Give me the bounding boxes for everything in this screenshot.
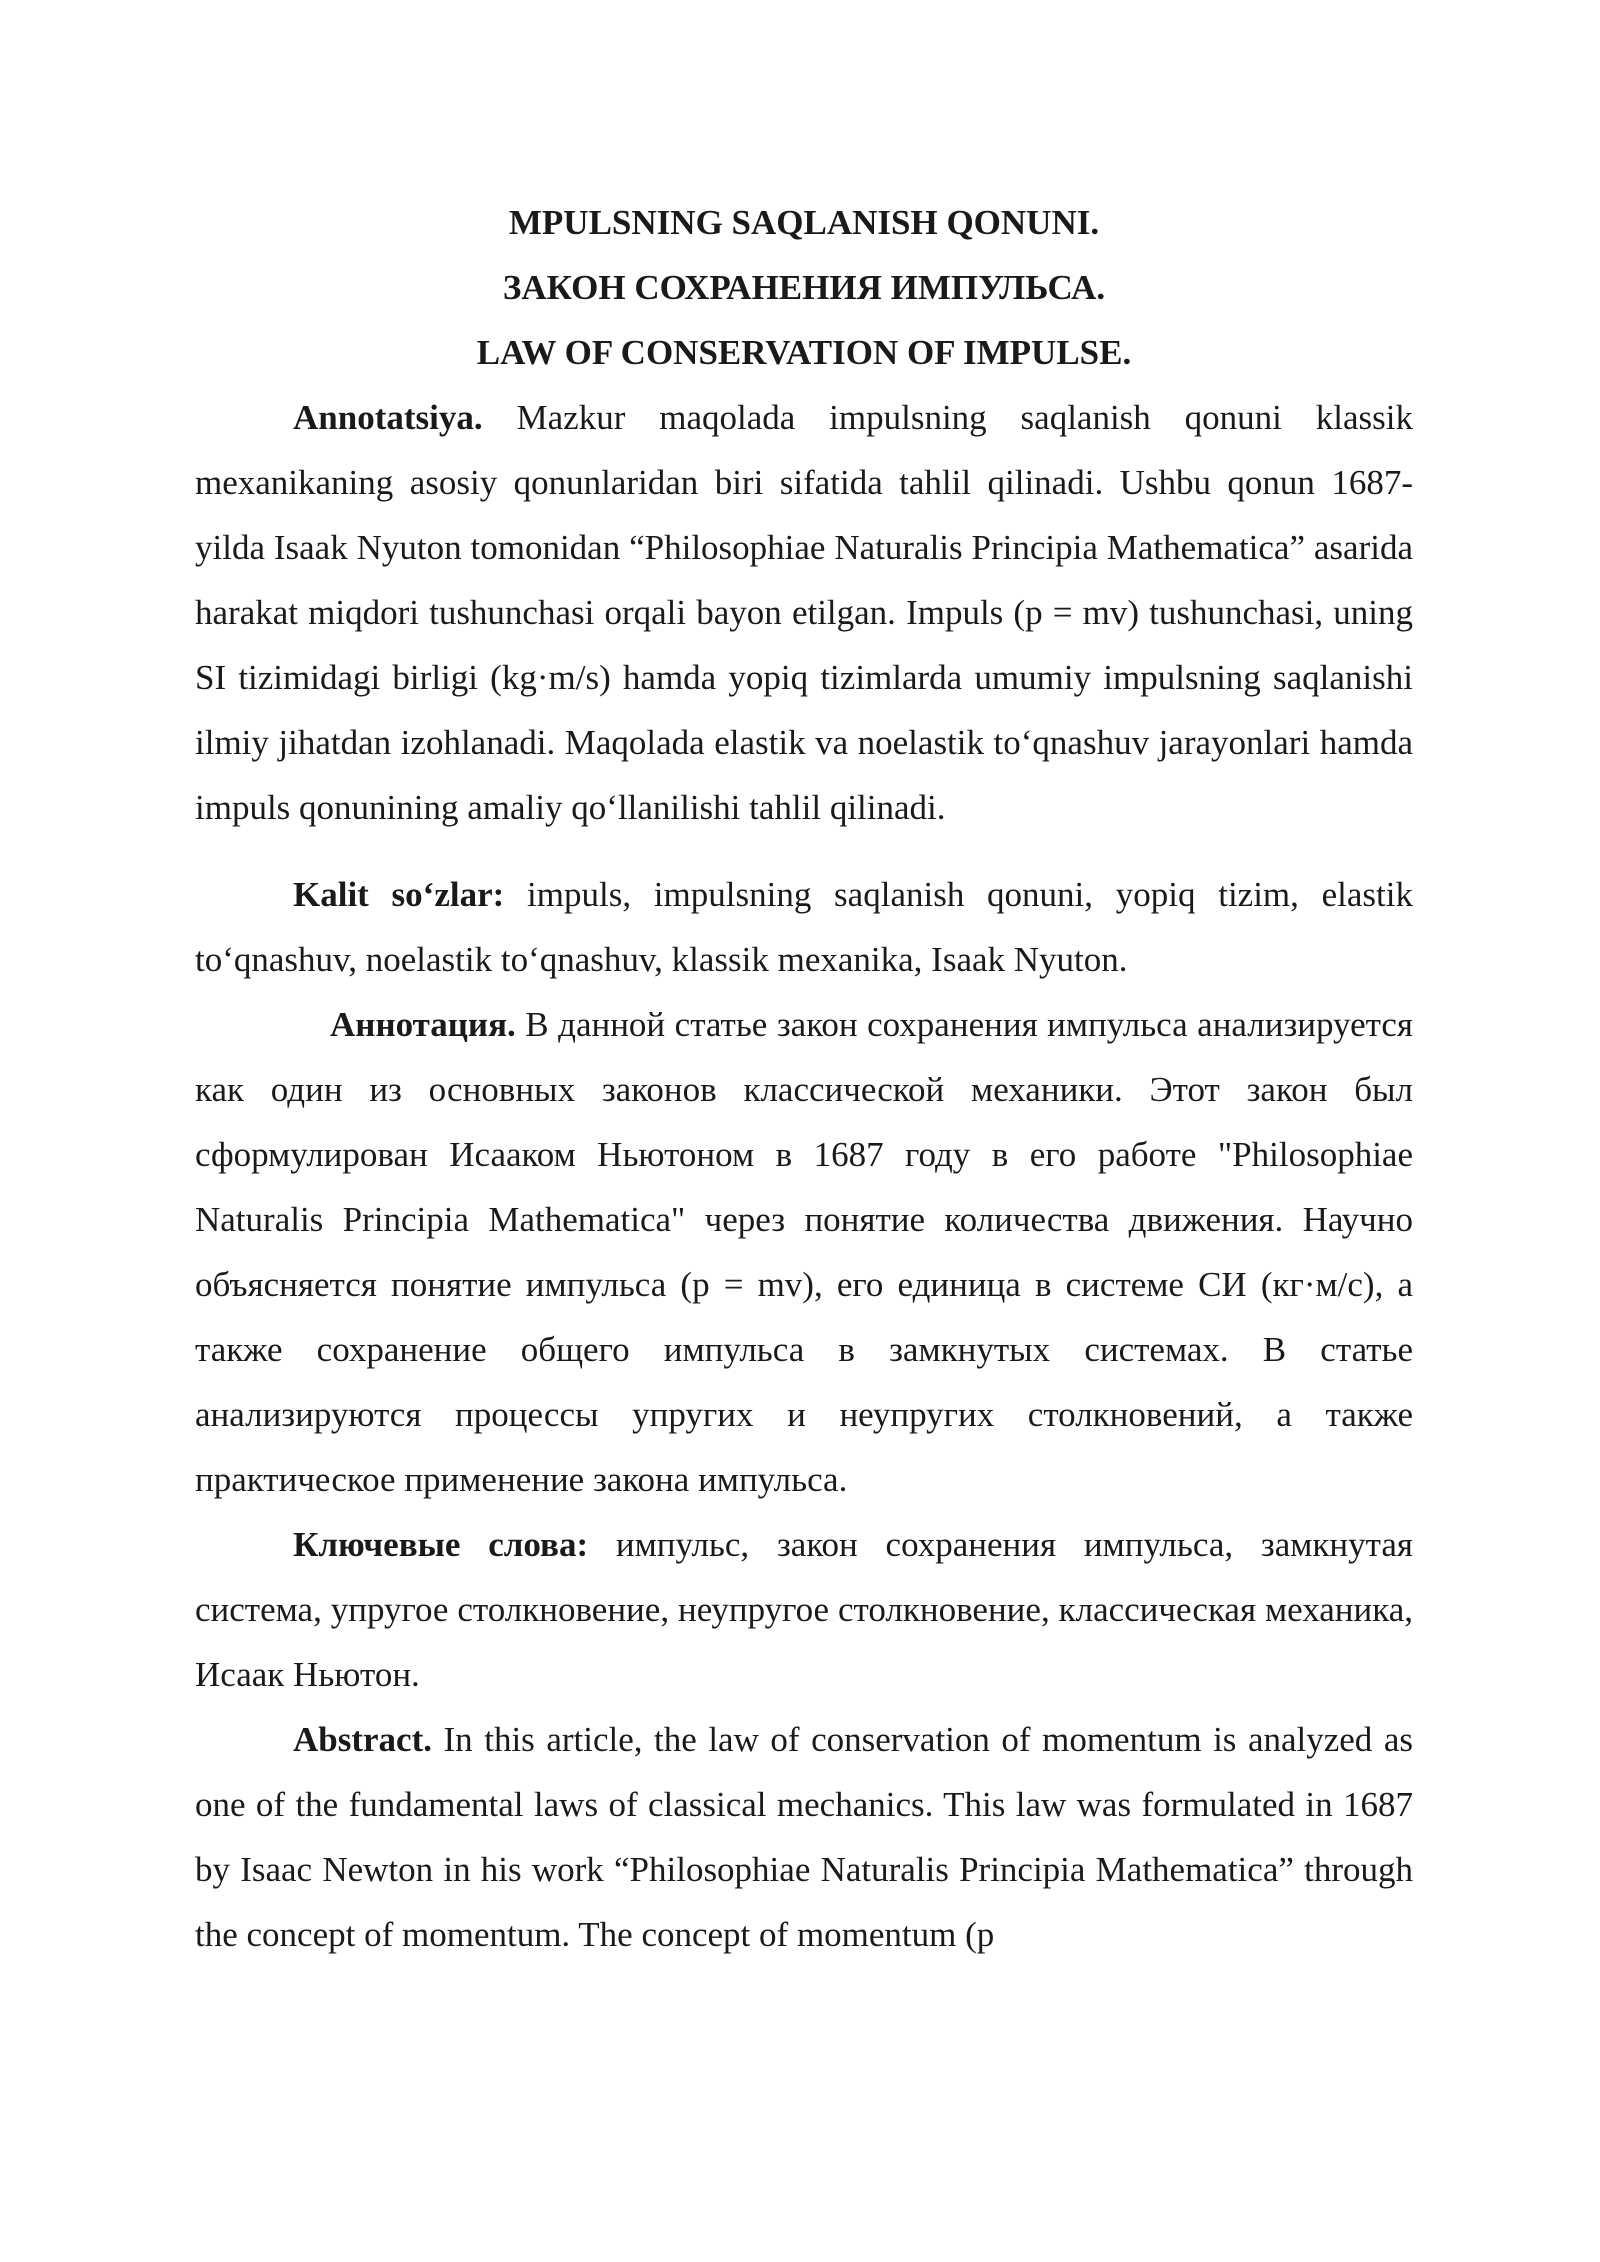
title-english: LAW OF CONSERVATION OF IMPULSE. (476, 333, 1132, 372)
title-uzbek: MPULSNING SAQLANISH QONUNI. (508, 203, 1100, 242)
uzbek-keywords (195, 862, 1413, 992)
title-russian: ЗАКОН СОХРАНЕНИЯ ИМПУЛЬСА. (502, 268, 1106, 307)
russian-annotation-label: Аннотация. (330, 1005, 516, 1044)
paragraph-gap (195, 840, 1413, 862)
russian-annotation (195, 992, 1413, 1512)
uzbek-annotation (195, 385, 1413, 840)
russian-keywords-text: импульс, закон сохранения импульса, замкнутая система, упругое столкновение, неупругое столкновение, классическая механика, Исаак Ньютон. (195, 1525, 1413, 1694)
uzbek-keywords-text: impuls, impulsning saqlanish qonuni, yopiq tizim, elastik to‘qnashuv, noelastik to‘qnashuv, klassik mexanika, Isaak Nyuton. (195, 875, 1413, 979)
russian-keywords (195, 1512, 1413, 1707)
russian-annotation-text: В данной статье закон сохранения импульса анализируется как один из основных законов классической механики. Этот закон был сформулирован Исааком Ньютоном в 1687 году в его работе "Philosophiae Naturalis Principia Mathematica" через понятие количества движения. Научно объясняется понятие импульса (p = mv), его единица в системе СИ (кг·м/с), а также сохранение общего импульса в замкнутых системах. В статье анализируются процессы упругих и неупругих столкновений, а также практическое применение закона импульса. (195, 1005, 1413, 1499)
russian-keywords-label: Ключевые слова: (293, 1525, 589, 1564)
uzbek-keywords-label: Kalit so‘zlar: (293, 875, 505, 914)
document-page (195, 190, 1413, 1967)
english-abstract-label: Abstract. (293, 1720, 432, 1759)
uzbek-annotation-text: Mazkur maqolada impulsning saqlanish qonuni klassik mexanikaning asosiy qonunlaridan biri sifatida tahlil qilinadi. Ushbu qonun 1687-yilda Isaak Nyuton tomonidan “Philosophiae Naturalis Principia Mathematica” asarida harakat miqdori tushunchasi orqali bayon etilgan. Impuls (p = mv) tushunchasi, uning SI tizimidagi birligi (kg·m/s) hamda yopiq tizimlarda umumiy impulsning saqlanishi ilmiy jihatdan izohlanadi. Maqolada elastik va noelastik to‘qnashuv jarayonlari hamda impuls qonunining amaliy qo‘llanilishi tahlil qilinadi. (195, 398, 1413, 827)
english-abstract-text: In this article, the law of conservation of momentum is analyzed as one of the fundamental laws of classical mechanics. This law was formulated in 1687 by Isaac Newton in his work “Philosophiae Naturalis Principia Mathematica” through the concept of momentum. The concept of momentum (p (195, 1720, 1413, 1954)
english-abstract (195, 1707, 1413, 1967)
uzbek-annotation-label: Annotatsiya. (293, 398, 483, 437)
